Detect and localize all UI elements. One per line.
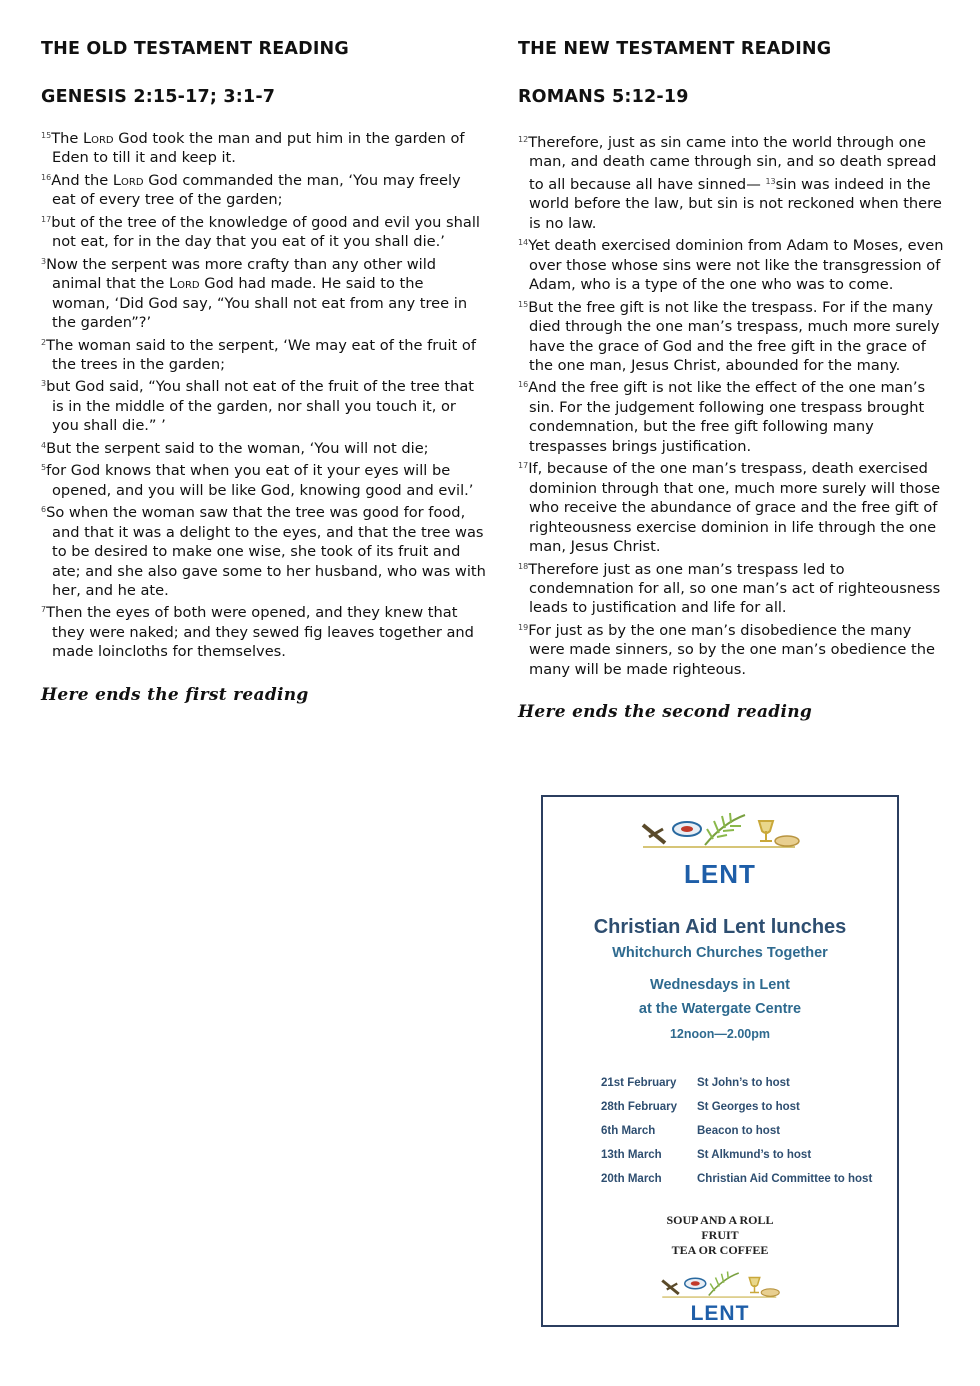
verse-number: 16: [41, 172, 52, 182]
verse-number: 17: [41, 214, 52, 224]
verse-number: 15: [41, 131, 52, 140]
verse-text: Therefore just as one man’s trespass led to condemnation for all, so one man’s act of righteousness leads to justification and life for all.: [528, 560, 941, 617]
verse-text: God commanded the man, ‘You may freely eat of every tree of the garden;: [52, 171, 461, 209]
lent-label-small: LENT: [690, 1302, 750, 1325]
poster-when: Wednesdays in Lent: [650, 977, 790, 993]
verse: [41, 500, 486, 600]
verse-number: 4: [41, 440, 47, 450]
verse: [518, 233, 948, 294]
verse-text: Therefore, just as sin came into the world through one man, and death came through sin, and so death spread to all because all have sinned—: [528, 134, 937, 193]
first-reading-ending: Here ends the first reading: [41, 684, 309, 705]
schedule-host: Beacon to host: [697, 1124, 781, 1137]
schedule-table: [601, 1075, 872, 1195]
verse-text: for God knows that when you eat of it your eyes will be opened, and you will be like God, knowing good and evil.’: [46, 462, 474, 499]
menu-item: SOUP AND A ROLL: [666, 1213, 774, 1227]
verse-text: And the: [51, 171, 113, 189]
poster-menu: [543, 1213, 897, 1258]
new-testament-verses: [518, 130, 948, 679]
poster-where: at the Watergate Centre: [638, 1001, 802, 1017]
verse-text: So when the woman saw that the tree was good for food, and that it was a delight to the eyes, and that the tree was to be desired to make one wise, she took of its fruit and ate; and she also gave some to her husband, who was with her, and he ate.: [46, 504, 486, 599]
verse-text: but God said, “You shall not eat of the fruit of the tree that is in the middle of the garden, nor shall you touch it, or you shall die.” ’: [46, 378, 474, 435]
verse: [518, 456, 948, 556]
poster-title: Christian Aid Lent lunches: [593, 916, 847, 938]
old-testament-heading: THE OLD TESTAMENT READING: [41, 39, 349, 59]
schedule-row: [601, 1099, 872, 1123]
schedule-date: 13th March: [601, 1148, 662, 1161]
schedule-row: [601, 1075, 872, 1099]
verse-text: sin was indeed in the world before the law, but sin is not reckoned when there is no law.: [529, 175, 942, 232]
old-testament-verses: [41, 126, 486, 662]
schedule-row: [601, 1171, 872, 1195]
verse-number: 18: [518, 561, 529, 571]
verse-number: 5: [41, 463, 47, 473]
verse: [518, 375, 948, 456]
lord-smallcaps: Lord: [82, 130, 114, 147]
schedule-row: [601, 1123, 872, 1147]
schedule-host: St Georges to host: [697, 1100, 800, 1113]
schedule-host: Christian Aid Committee to host: [697, 1172, 873, 1185]
verse: [41, 126, 486, 168]
menu-item: TEA OR COFFEE: [671, 1243, 769, 1257]
verse-number: 6: [41, 505, 47, 515]
lord-smallcaps: Lord: [112, 171, 144, 189]
old-testament-column: [41, 38, 486, 705]
schedule-date: 6th March: [601, 1124, 656, 1137]
verse-text: God had made. He said to the woman, ‘Did God say, “You shall not eat from any tree in the garden”?’: [52, 275, 468, 332]
lent-emblem-small-icon: [655, 1270, 785, 1306]
schedule-date: 21st February: [601, 1076, 677, 1089]
verse-text: Yet death exercised dominion from Adam to Moses, even over those whose sins were not like the transgression of Adam, who is a type of the one who was to come.: [528, 237, 944, 294]
verse-text: The woman said to the serpent, ‘We may eat of the fruit of the trees in the garden;: [46, 336, 476, 373]
verse-text: But the free gift is not like the trespass. For if the many died through the one man’s trespass, much more surely have the grace of God and the free gift in the grace of the one man, Jesus Christ, abounded for the many.: [528, 298, 940, 374]
verse-text: If, because of the one man’s trespass, death exercised dominion through that one, much more surely will those who receive the abundance of grace and the free gift of righteousness exercise dominion in life through the one man, Jesus Christ.: [528, 460, 941, 556]
verse-number: 17: [518, 461, 529, 471]
verse: [41, 168, 486, 210]
verse-text: God took the man and put him in the garden of Eden to till it and keep it.: [52, 130, 465, 167]
new-testament-column: [518, 38, 948, 722]
verse: [41, 210, 486, 252]
verse: [41, 458, 486, 500]
verse: [518, 130, 948, 233]
verse: [518, 618, 948, 679]
verse-text: And the free gift is not like the effect of the one man’s sin. For the judgement following one trespass brought condemnation, but the free gift following many trespasses brings justification.: [528, 379, 926, 455]
schedule-date: 20th March: [601, 1172, 662, 1185]
verse: [518, 557, 948, 618]
verse-number: 7: [41, 605, 47, 615]
verse-text: Then the eyes of both were opened, and they knew that they were naked; and they sewed fig leaves together and made loincloths for themselves.: [46, 604, 474, 661]
verse: [41, 600, 486, 661]
verse-number: 15: [518, 299, 529, 309]
verse-text: For just as by the one man’s disobedience the many were made sinners, so by the one man’s obedience the many will be made righteous.: [528, 621, 935, 678]
poster-organisation: Whitchurch Churches Together: [612, 945, 828, 961]
verse-number: 3: [41, 379, 47, 389]
verse: [41, 374, 486, 435]
old-testament-reference: GENESIS 2:15-17; 3:1-7: [41, 87, 276, 107]
verse-number: 2: [41, 337, 47, 347]
second-reading-ending: Here ends the second reading: [518, 702, 813, 723]
schedule-host: St John’s to host: [697, 1076, 790, 1089]
verse-number: 13: [765, 176, 776, 186]
lent-emblem-icon: [635, 811, 805, 859]
schedule-row: [601, 1147, 872, 1171]
new-testament-heading: THE NEW TESTAMENT READING: [518, 39, 832, 59]
verse: [41, 436, 486, 458]
verse: [41, 333, 486, 375]
lord-smallcaps: Lord: [168, 275, 200, 293]
verse-text: The: [51, 130, 83, 147]
lent-lunches-poster: [541, 795, 899, 1327]
verse: [518, 295, 948, 376]
verse-number: 14: [518, 238, 529, 248]
lent-label: LENT: [684, 859, 756, 889]
verse-number: 3: [41, 256, 47, 266]
verse: [41, 252, 486, 333]
poster-time: 12noon—2.00pm: [669, 1027, 771, 1041]
verse-number: 19: [518, 622, 529, 632]
new-testament-reference: ROMANS 5:12-19: [518, 87, 689, 107]
verse-text: Now the serpent was more crafty than any other wild animal that the: [46, 255, 437, 293]
verse-text: but of the tree of the knowledge of good and evil you shall not eat, for in the day that you eat of it you shall die.’: [51, 213, 480, 251]
schedule-date: 28th February: [601, 1100, 678, 1113]
menu-item: FRUIT: [701, 1228, 739, 1242]
verse-number: 16: [518, 380, 529, 390]
schedule-host: St Alkmund’s to host: [697, 1148, 812, 1161]
verse-number: 12: [518, 135, 529, 144]
verse-text: But the serpent said to the woman, ‘You will not die;: [46, 439, 429, 457]
